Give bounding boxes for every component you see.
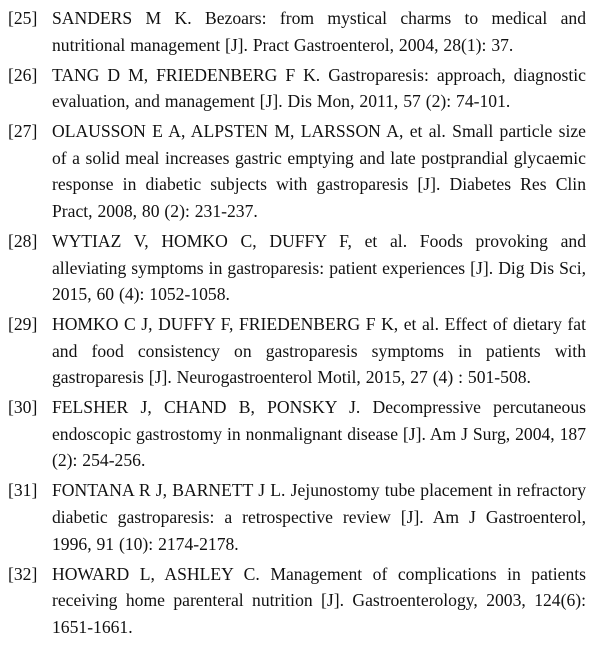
reference-number: [28] xyxy=(8,230,38,251)
reference-text: WYTIAZ V, HOMKO C, DUFFY F, et al. Foods provoking and alleviating symptoms in gastroparesis: patient experiences [J]. Dig Dis Sci, 2015, 60 (4): 1052-1058. xyxy=(52,230,586,305)
reference-number: [26] xyxy=(8,64,38,85)
reference-entry xyxy=(8,62,590,115)
reference-number: [27] xyxy=(8,121,38,142)
reference-text: TANG D M, FRIEDENBERG F K. Gastroparesis: approach, diagnostic evaluation, and management [J]. Dis Mon, 2011, 57 (2): 74-101. xyxy=(52,64,586,112)
reference-entry xyxy=(8,311,590,391)
reference-entry xyxy=(8,477,590,557)
reference-text: FELSHER J, CHAND B, PONSKY J. Decompressive percutaneous endoscopic gastrostomy in nonmalignant disease [J]. Am J Surg, 2004, 187 (2): 254-256. xyxy=(52,397,586,471)
reference-text: HOMKO C J, DUFFY F, FRIEDENBERG F K, et al. Effect of dietary fat and food consistency on gastroparesis symptoms in patients with gastroparesis [J]. Neurogastroenterol Motil, 2015, 27 (4) : 501-508. xyxy=(52,314,586,388)
reference-entry xyxy=(8,5,590,58)
reference-text: FONTANA R J, BARNETT J L. Jejunostomy tube placement in refractory diabetic gastroparesis: a retrospective review [J]. Am J Gastroenterol, 1996, 91 (10): 2174-2178. xyxy=(52,480,586,554)
reference-number: [29] xyxy=(8,314,38,335)
reference-text: HOWARD L, ASHLEY C. Management of complications in patients receiving home parenteral nutrition [J]. Gastroenterology, 2003, 124(6): 1651-1661. xyxy=(52,563,586,637)
reference-entry xyxy=(8,118,590,224)
reference-number: [25] xyxy=(8,8,38,28)
reference-entry xyxy=(8,561,590,641)
reference-text: SANDERS M K. Bezoars: from mystical charms to medical and nutritional management [J]. Pract Gastroenterol, 2004, 28(1): 37. xyxy=(52,8,586,55)
reference-number: [31] xyxy=(8,480,38,501)
reference-entry xyxy=(8,394,590,474)
reference-number: [30] xyxy=(8,397,38,418)
reference-text: OLAUSSON E A, ALPSTEN M, LARSSON A, et al. Small particle size of a solid meal increases gastric emptying and late postprandial glycaemic response in diabetic subjects with gastroparesis [J]. Diabetes Res Clin Pract, 2008, 80 (2): 231-237. xyxy=(52,121,586,221)
reference-entry xyxy=(8,228,590,308)
reference-number: [32] xyxy=(8,563,38,584)
